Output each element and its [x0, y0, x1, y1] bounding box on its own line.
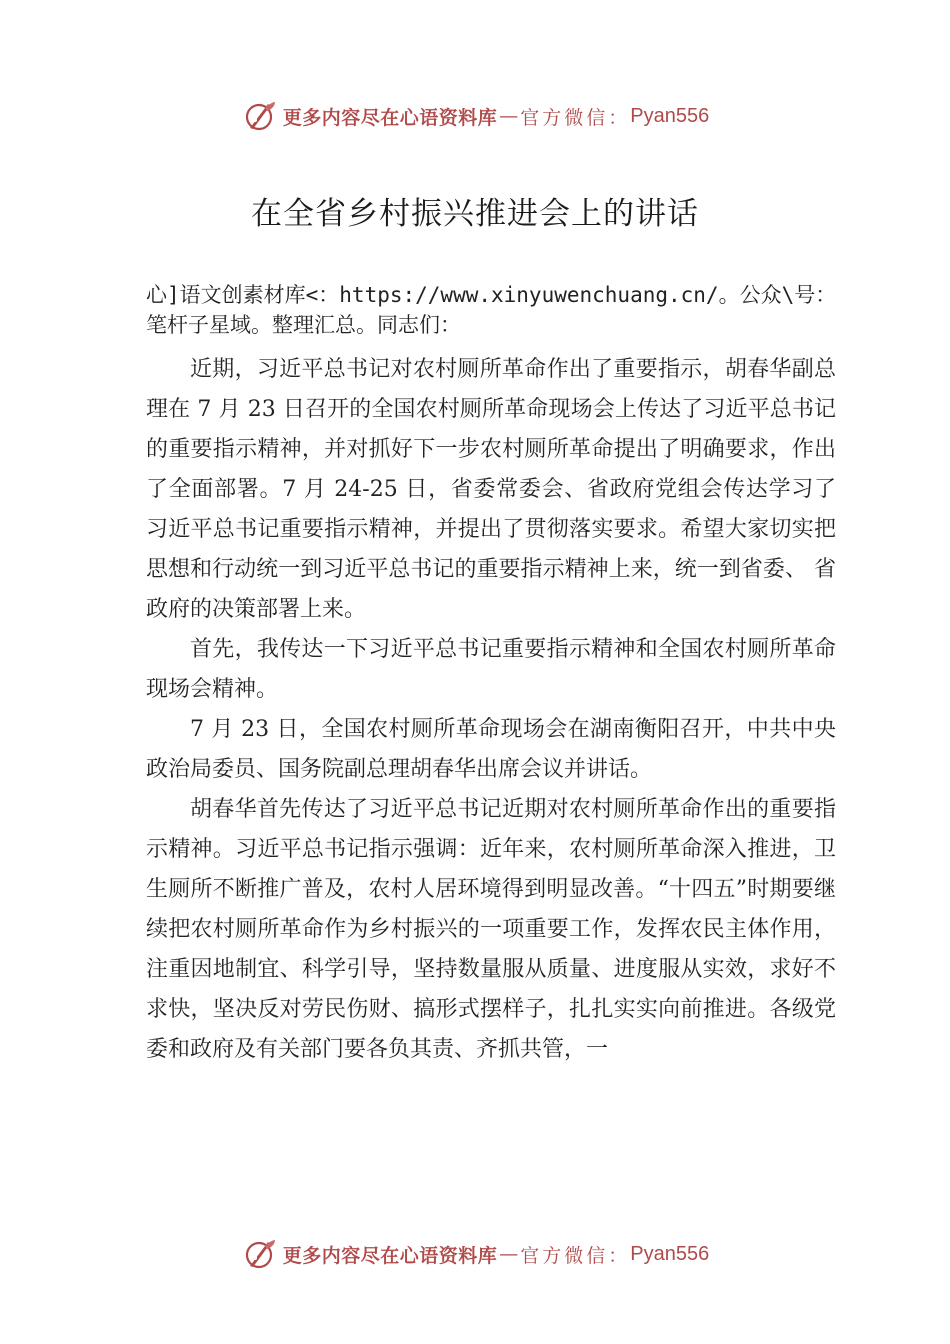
quill-logo-icon: [241, 98, 277, 134]
header-banner: [0, 96, 950, 136]
footer-banner-text: 更多内容尽在心语资料库: [282, 1244, 498, 1267]
paragraph: 7 月 23 日，全国农村厕所革命现场会在湖南衡阳召开，中共中央政治局委员、国务院副总理胡春华出席会议并讲话。: [146, 717, 836, 782]
header-wechat-id: Pyan556: [630, 104, 710, 127]
header-banner-separator: —: [499, 105, 519, 127]
footer-wechat-id: Pyan556: [630, 1242, 710, 1265]
document-title: 在全省乡村振兴推进会上的讲话: [251, 196, 699, 232]
quill-logo-icon: [241, 1236, 277, 1272]
source-note: 心]语文创素材库<：https://www.xinyuwenchuang.cn/。公众\号：笔杆子星域。整理汇总。同志们：: [146, 283, 837, 337]
header-banner-text: 更多内容尽在心语资料库: [282, 106, 498, 129]
paragraph: 胡春华首先传达了习近平总书记近期对农村厕所革命作出的重要指示精神。习近平总书记指示强调：近年来，农村厕所革命深入推进，卫生厕所不断推广普及，农村人居环境得到明显改善。“十四五”时期要继续把农村厕所革命作为乡村振兴的一项重要工作，发挥农民主体作用，注重因地制宜、科学引导，坚持数量服从质量、进度服从实效，求好不求快，坚决反对劳民伤财、搞形式摆样子，扎扎实实向前推进。各级党委和政府及有关部门要各负其责、齐抓共管，一: [146, 797, 836, 1062]
document-body: [146, 280, 836, 1070]
paragraph: 首先，我传达一下习近平总书记重要指示精神和全国农村厕所革命现场会精神。: [146, 637, 836, 702]
footer-banner-separator: —: [499, 1243, 519, 1265]
header-wechat-label: 官方微信：: [520, 106, 631, 129]
footer-wechat-label: 官方微信：: [520, 1244, 631, 1267]
paragraph: 近期，习近平总书记对农村厕所革命作出了重要指示，胡春华副总理在 7 月 23 日召开的全国农村厕所革命现场会上传达了习近平总书记的重要指示精神，并对抓好下一步农村厕所革命提出了明确要求，作出了全面部署。7 月 24-25 日，省委常委会、省政府党组会传达学习了习近平总书记重要指示精神，并提出了贯彻落实要求。希望大家切实把思想和行动统一到习近平总书记的重要指示精神上来，统一到省委、 省政府的决策部署上来。: [146, 357, 836, 622]
footer-banner: [0, 1234, 950, 1274]
